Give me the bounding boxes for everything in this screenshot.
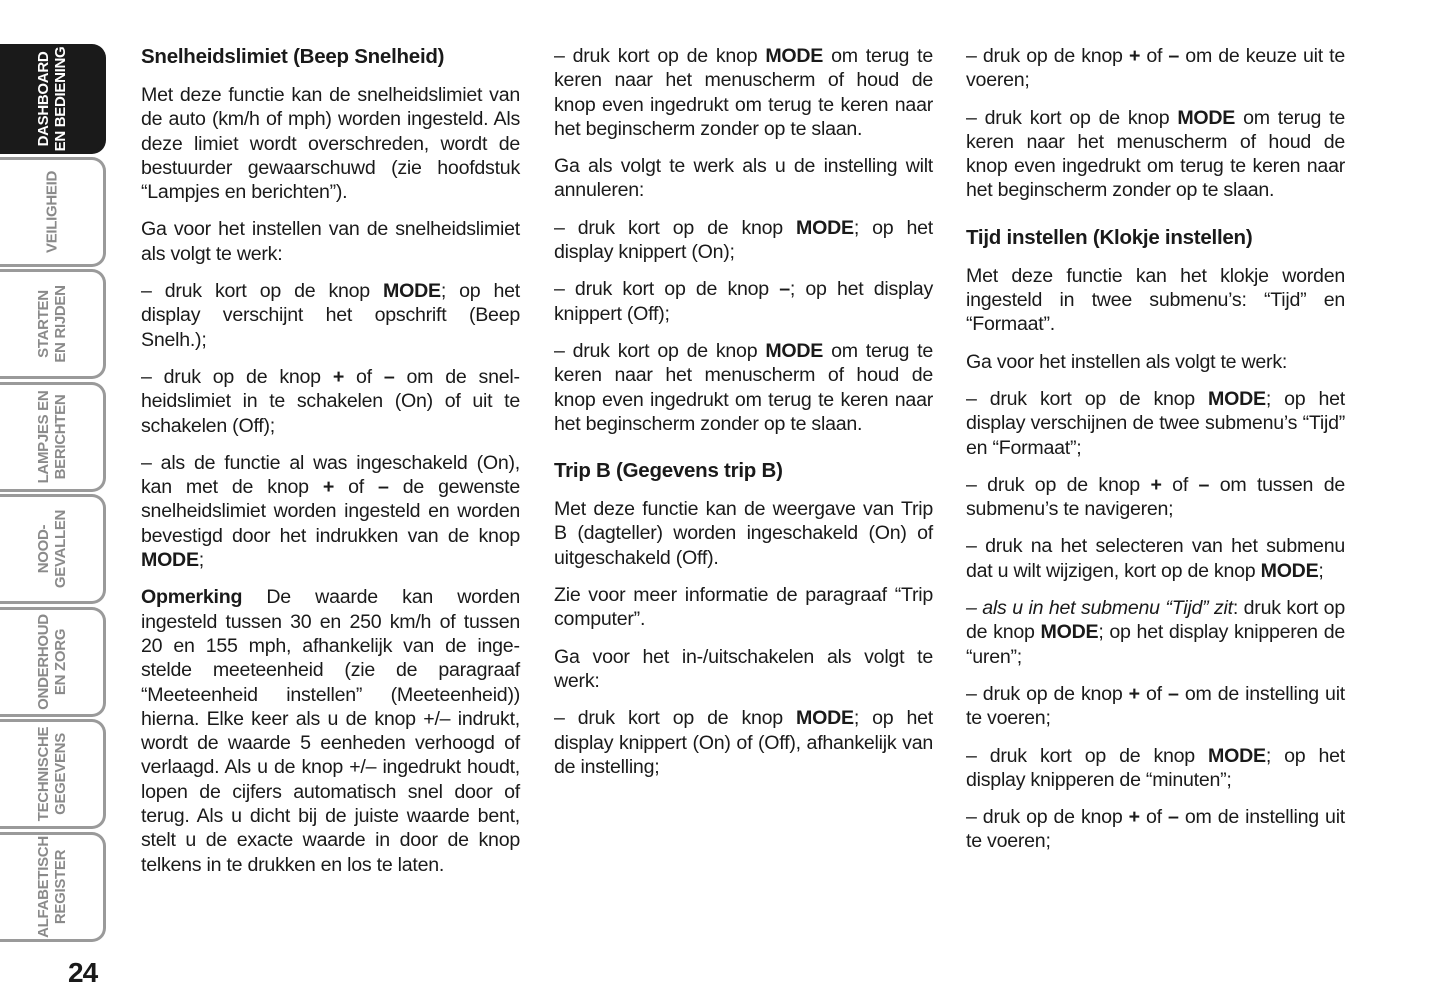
text-column-2 — [554, 44, 933, 792]
paragraph — [554, 277, 933, 326]
section-tab-lampjes-en-berichten[interactable] — [0, 382, 106, 492]
text: om terug te keren naar het menuscherm of houd de knop even ingedrukt om terug te keren naar het beginscherm zonder op te slaan. — [554, 45, 933, 140]
text: om tussen de submenu’s te navigeren; — [966, 473, 1346, 521]
bold-text: MODE — [383, 280, 441, 303]
text: om de snelheidslimiet in te schakelen (On) of uit te schakelen (Off); — [141, 365, 521, 437]
text: om de instelling uit te voeren; — [966, 682, 1346, 730]
section-tab-alfabetisch-register[interactable] — [0, 832, 106, 942]
text: ; — [198, 549, 204, 572]
bold-text: MODE — [765, 45, 824, 67]
text: – druk kort op de knop — [554, 278, 780, 301]
bold-text: MODE — [765, 339, 824, 362]
text: om de keuze uit te voeren; — [966, 45, 1345, 92]
text: Ga als volgt te werk als u de instelling wilt annuleren: — [554, 155, 933, 202]
text: – druk op de knop — [966, 473, 1151, 496]
text: ; op het display verschijnen de twee submenu’s “Tijd” en “Formaat”; — [966, 387, 1345, 459]
paragraph — [966, 744, 1345, 793]
text: – druk kort op de knop — [554, 707, 797, 730]
bold-text: MODE — [1260, 559, 1319, 582]
section-tab-starten-en-rijden[interactable] — [0, 269, 106, 379]
section-tab-technische-gegevens[interactable] — [0, 719, 106, 829]
bold-text: – — [383, 365, 395, 388]
tab-label — [35, 727, 69, 822]
text: ; op het display knipperen de “uren”; — [966, 621, 1345, 668]
paragraph — [554, 583, 933, 632]
tab-label-line: GEGEVENS — [51, 733, 69, 815]
text: – druk kort op de knop — [966, 744, 1209, 767]
text: – druk kort op de knop — [966, 106, 1178, 129]
bold-text: – — [779, 278, 790, 301]
tab-label — [35, 614, 69, 710]
tab-label-line: TECHNISCHE — [34, 726, 52, 822]
tab-label-line: LAMPJES EN — [34, 390, 52, 483]
tab-label — [35, 285, 69, 362]
text: : druk kort op de knop — [966, 597, 1345, 644]
paragraph — [966, 473, 1345, 522]
section-tab-dashboard-en-bediening[interactable] — [0, 44, 106, 154]
text: Snelheidslimiet (Beep Snelheid) — [141, 45, 445, 68]
tab-label-line: EN BEDIENING — [51, 46, 69, 152]
bold-text: + — [1128, 45, 1141, 67]
tab-label — [35, 510, 69, 588]
bold-text: MODE — [796, 707, 854, 730]
section-tab-veiligheid[interactable] — [0, 157, 106, 267]
text: om de instelling uit te voeren; — [966, 806, 1346, 853]
paragraph — [554, 497, 933, 570]
paragraph — [966, 534, 1345, 583]
bold-text: + — [322, 476, 335, 499]
bold-text: – — [1168, 45, 1180, 67]
text: of — [1140, 45, 1169, 67]
bold-text: – — [378, 476, 389, 499]
paragraph — [554, 154, 933, 203]
paragraph — [554, 645, 933, 694]
bold-text: – — [1198, 473, 1210, 496]
paragraph — [966, 596, 1345, 669]
text: Ga voor het instellen van de snelheidslimiet als volgt te werk: — [141, 218, 520, 265]
bold-text: – — [1168, 682, 1179, 705]
tab-label-line: REGISTER — [51, 849, 69, 924]
text: – druk op de knop — [141, 365, 333, 388]
paragraph — [966, 44, 1345, 93]
bold-text: MODE — [1208, 744, 1266, 767]
text: de gewenste snelheidslimiet worden ingesteld en worden bevestigd door het indrukken van de knop — [141, 476, 521, 547]
italic-text: – als u in het submenu “Tijd” zit — [966, 597, 1233, 620]
text: om terug te keren naar het menuscherm of houd de knop even ingedrukt om terug te keren naar het beginscherm zonder op te slaan. — [554, 339, 933, 435]
paragraph — [141, 585, 520, 877]
text: Trip B (Gegevens trip B) — [554, 459, 783, 483]
tab-label — [35, 390, 69, 483]
page-number: 24 — [68, 957, 98, 988]
bold-text: + — [1128, 806, 1140, 829]
text: Ga voor het instellen als volgt te werk: — [966, 350, 1288, 373]
paragraph — [966, 264, 1345, 337]
paragraph — [966, 350, 1345, 374]
text: of — [1161, 473, 1199, 496]
section-tab-nood-gevallen[interactable] — [0, 494, 106, 604]
text: – druk op de knop — [966, 682, 1129, 705]
paragraph — [554, 339, 933, 436]
text: of — [334, 476, 379, 499]
paragraph — [966, 682, 1345, 731]
bold-text: + — [332, 365, 345, 388]
text-column-3 — [966, 44, 1345, 867]
text: – druk kort op de knop — [141, 280, 384, 303]
text: Met deze functie kan het klokje worden ingesteld in twee submenu’s: “Tijd” en “Formaat”. — [966, 264, 1345, 336]
text: ; op het display knipperen de “minuten”; — [966, 744, 1345, 791]
paragraph — [141, 365, 520, 438]
tab-label-line: ONDERHOUD — [34, 613, 52, 710]
bold-text: MODE — [1040, 621, 1099, 644]
text: De waarde kan worden ingesteld tussen 30 en 250 km/h of tussen 20 en 155 mph, afhankelijk van de ingestelde meeteenheid (zie de paragraaf “Meeteenheid instellen” (Meeteenheid)) hierna. Elke keer als u de knop +/– indrukt, wordt de waarde 5 eenheden verhoogd of verlaagd. Als u de knop +/– ingedrukt houdt, lopen de cijfers automatisch snel door of terug. Als u dicht bij de juiste waarde bent, stelt u de exacte waarde in door de knop telkens in te drukken en los te laten. — [141, 586, 520, 876]
text: – druk kort op de knop — [554, 45, 766, 67]
bold-text: MODE — [1208, 387, 1266, 410]
tab-label — [35, 836, 69, 938]
bold-text: MODE — [1177, 106, 1236, 129]
bold-text: + — [1150, 473, 1162, 496]
paragraph — [966, 805, 1345, 854]
section-tabs — [0, 44, 106, 944]
bold-text: MODE — [796, 216, 854, 239]
tab-label-line: DASHBOARD — [34, 51, 52, 147]
text: – druk kort op de knop — [554, 339, 766, 362]
paragraph — [141, 279, 520, 352]
text: – druk op de knop — [966, 806, 1129, 829]
section-tab-onderhoud-en-zorg[interactable] — [0, 607, 106, 717]
text: – druk kort op de knop — [966, 387, 1209, 410]
text: Tijd instellen (Klokje instellen) — [966, 225, 1253, 249]
section-heading — [966, 225, 1345, 251]
section-heading — [554, 458, 933, 484]
section-heading — [141, 44, 520, 70]
text: of — [1139, 682, 1169, 705]
paragraph — [554, 706, 933, 779]
bold-text: + — [1128, 682, 1140, 705]
tab-label-line: BERICHTEN — [51, 394, 69, 479]
text: of — [344, 365, 384, 388]
text: ; op het display knippert (On); — [554, 216, 933, 264]
paragraph — [141, 217, 520, 266]
tab-label-line: STARTEN — [34, 290, 52, 358]
text: – als de functie al was ingeschakeld (On), kan met de knop — [141, 451, 520, 499]
text: ; — [1318, 559, 1324, 582]
paragraph — [966, 106, 1345, 203]
text: Met deze functie kan de snelheidslimiet van de auto (km/h of mph) worden ingesteld. Als deze limiet wordt overschreden, wordt de bestuurder gewaarschuwd (zie hoofdstuk “Lampjes en berichten”). — [141, 84, 520, 204]
paragraph — [554, 216, 933, 265]
text: ; op het display knippert (On) of (Off), afhankelijk van de instelling; — [554, 707, 933, 778]
tab-label — [35, 47, 69, 152]
text: Ga voor het in-/uitschakelen als volgt te werk: — [554, 645, 933, 692]
tab-label-line: GEVALLEN — [51, 509, 69, 589]
tab-label — [43, 170, 60, 252]
bold-text: – — [1168, 806, 1179, 829]
paragraph — [141, 83, 520, 204]
text: Zie voor meer informatie de paragraaf “Trip computer”. — [554, 584, 933, 631]
tab-label-line: VEILIGHEID — [43, 170, 60, 253]
tab-label-line: NOOD- — [34, 524, 52, 574]
text: – druk na het selecteren van het submenu dat u wilt wijzigen, kort op de knop — [966, 535, 1345, 582]
text: om terug te keren naar het menuscherm of houd de knop even ingedrukt om terug te keren naar het beginscherm zonder op te slaan. — [966, 106, 1345, 202]
tab-label-line: ALFABETISCH — [34, 835, 52, 938]
text: of — [1139, 806, 1169, 829]
tab-label-line: EN ZORG — [51, 628, 69, 695]
text: ; op het display knippert (Off); — [554, 278, 933, 325]
bold-text: MODE — [141, 549, 199, 572]
text: ; op het display verschijnt het opschrift (Beep Snelh.); — [141, 280, 520, 351]
paragraph — [554, 44, 933, 141]
paragraph — [141, 451, 520, 572]
text-column-1 — [141, 44, 520, 890]
tab-label-line: EN RIJDEN — [51, 285, 69, 363]
text: – druk op de knop — [966, 45, 1129, 67]
paragraph — [966, 387, 1345, 460]
text: Met deze functie kan de weergave van Trip B (dagteller) worden ingeschakeld (On) of uitgeschakeld (Off). — [554, 498, 933, 569]
bold-text: Opmerking — [141, 586, 243, 609]
text: – druk kort op de knop — [554, 216, 797, 239]
